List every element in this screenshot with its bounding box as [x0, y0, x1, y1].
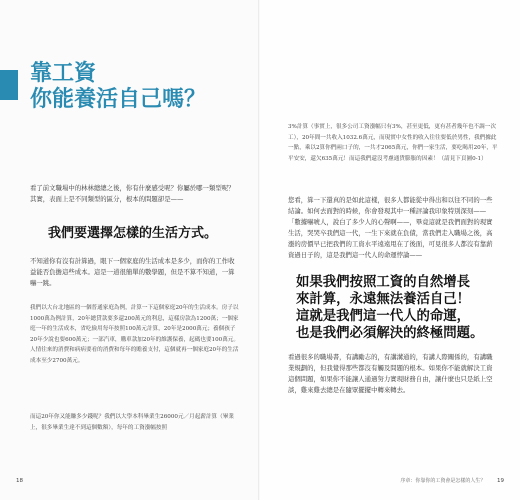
left-paragraph-2: 不知道你有沒有計算過，眼下一個家庭的生活成本是多少，而你的工作收益能否負擔這些成本。這是一道很簡單的數學題，但是不算不知道，一算嚇一跳。: [30, 257, 235, 287]
chapter-title-line2: 你能養活自己嗎？: [30, 86, 207, 112]
right-callout-line4: 也是我們必須解決的終極問題。: [296, 326, 484, 341]
right-page: [260, 0, 520, 500]
right-paragraph-2: 您看，算一下還真的是如此這樣，很多人都能從中得出和以往不同的一些結論。如何去面對的時候，你會發現其中一種評論我印象特別深刻——「數據嚇唬人，說白了多少人的心聲啊——，畢竟這就是我們面對的現實生活，哭哭卒我們這一代，一生下來就在負債，當我們走入職場之後，高漲的房價早已把我們的工資水平遠遠甩在了後面，可見很多人都沒有靠薪資過日子的，這是我們這一代人的命運悖論——: [288, 196, 493, 259]
chapter-title-line1: 靠工資: [30, 60, 97, 86]
right-paragraph-1: 3%計算（事實上，很多公司工資漲幅只有3%，甚至更低，更有甚者幾年也不調一次工），20年間一共收入1032.6萬元，而現實中女性的收入往往要低於男性，我們據此一點，乘以2算你們兩口子的，一共才2065萬元，你們一家生活，要吃喝用20年，平平安安，還欠635萬元！而這我們還沒考慮通貨膨脹的因素！（請見下頁圖0-1）: [288, 124, 498, 162]
left-callout: 我們要選擇怎樣的生活方式。: [48, 226, 218, 241]
left-paragraph-4: 而這20年你又能賺多少錢呢？我們以大學本科畢業生26000元／月起薪計算（畢業上，很多畢業生達不到這個數額），每年的工資漲幅按照: [30, 414, 234, 431]
running-header: 序章：你靠你的工資會是怎樣的人生？: [400, 478, 486, 484]
chapter-title: [30, 60, 206, 112]
title-accent-bar: [0, 70, 18, 100]
right-callout-line2: 來計算，永遠無法養活自己！: [296, 292, 471, 307]
right-callout: [296, 274, 506, 342]
left-paragraph-3: 我們以大台北地區的一個普通家庭為例，計算一下這個家庭20年的生活成本。房子以1000萬為例計算，20年總貸款要多還200萬元的利息，這樣房款為1200萬；一個家庭一年的生活成本，省吃儉用每年按照100萬元計算，20年是2000萬元；養個孩子20年少說也要600萬元；一部汽車，購車款加20年的維護保養，起碼也要100萬元。人情往來的消費和病病要看的消費和每年的贍養支付，這個就再一個家庭20年的生活成本至少2700萬元。: [30, 305, 239, 364]
right-callout-line3: 這就是我們這一代人的命運，: [296, 309, 471, 324]
right-callout-line1: 如果我們按照工資的自然增長: [296, 275, 471, 290]
right-page-number: 19: [497, 478, 504, 484]
left-page-number: 18: [16, 478, 23, 484]
left-footer: [16, 478, 23, 484]
right-paragraph-3: 看過很多的職場書，有講勵志的，有講溝通的，有講人際關係的，有講職業規劃的，但我覺得那些都沒有觸及問題的根本。如果你不能就解決工資這個問題，如果你不能讓人通過努力實現財務自由，讓什麼也只是紙上空談，雞來雞去總是在隨眾擺擺中轉來轉去。: [288, 353, 493, 394]
right-footer: [400, 477, 504, 484]
left-paragraph-1: 看了前文職場中的林林總總之後，你有什麼感受呢？你屬於哪一類型呢？其實，表面上是不同類型的區分，根本的問題卻是——: [30, 184, 235, 203]
